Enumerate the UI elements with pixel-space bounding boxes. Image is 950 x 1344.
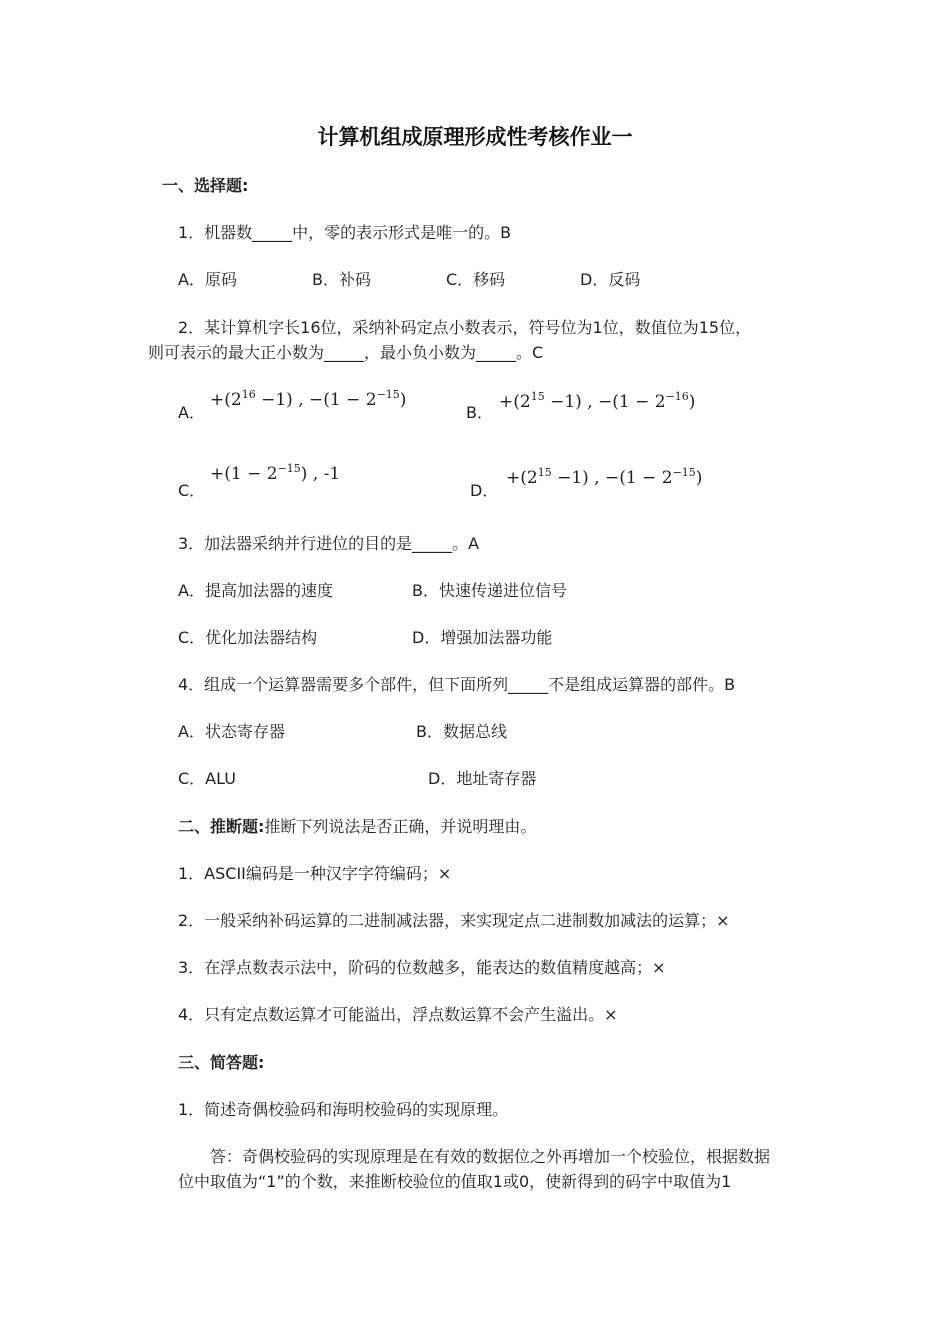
q2-option-a-label: A． [178, 403, 205, 422]
q3-option-a: A．提高加法器的速度 [178, 581, 333, 600]
q2-option-d-formula: $+(2^{15} -1)$ , $-(1 - 2^{-15})$ [506, 466, 703, 488]
question-2-stem-line-1: 2．某计算机字长16位，采纳补码定点小数表示，符号位为1位，数值位为15位， [178, 318, 752, 337]
q2-option-c-formula: $+(1 - 2^{-15})$ , -1 [210, 462, 341, 484]
q4-option-d: D．地址寄存器 [428, 769, 537, 788]
answer-line-2: 位中取值为“1”的个数，来推断校验位的值取1或0，使新得到的码字中取值为1 [178, 1172, 732, 1191]
q4-option-a: A．状态寄存器 [178, 722, 285, 741]
q2-option-a-formula: $+(2^{16} -1)$ , $-(1 - 2^{-15})$ [210, 388, 407, 410]
short-answer-question-1: 1．简述奇偶校验码和海明校验码的实现原理。 [178, 1100, 509, 1119]
answer-line-1: 答：奇偶校验码的实现原理是在有效的数据位之外再增加一个校验位，根据数据 [210, 1147, 771, 1166]
q2-option-d-label: D． [470, 481, 499, 500]
section-2-instruction: 推断下列说法是否正确，并说明理由。 [264, 817, 537, 836]
q1-option-b: B．补码 [312, 270, 371, 289]
section-3-heading: 三、简答题: [178, 1053, 265, 1072]
question-3-stem: 3．加法器采纳并行进位的目的是_____。A [178, 534, 480, 553]
q4-option-c: C．ALU [178, 769, 236, 788]
q2-option-b-formula: $+(2^{15} -1)$ , $-(1 - 2^{-16})$ [499, 390, 696, 412]
section-2-heading: 二、推断题: [178, 817, 265, 836]
question-4-stem: 4．组成一个运算器需要多个部件，但下面所列_____不是组成运算器的部件。B [178, 675, 736, 694]
document-title: 计算机组成原理形成性考核作业一 [317, 125, 633, 149]
q4-option-b: B．数据总线 [416, 722, 507, 741]
q3-option-b: B．快速传递进位信号 [412, 581, 567, 600]
q1-option-d: D．反码 [580, 270, 641, 289]
q1-option-a: A．原码 [178, 270, 237, 289]
judgement-item-3: 3．在浮点数表示法中，阶码的位数越多，能表达的数值精度越高；× [178, 958, 666, 977]
q3-option-d: D．增强加法器功能 [412, 628, 553, 647]
question-2-stem-line-2: 则可表示的最大正小数为_____，最小负小数为_____。C [148, 343, 544, 362]
q2-option-b-label: B． [466, 403, 493, 422]
q2-option-c-label: C． [178, 481, 206, 500]
q1-option-c: C．移码 [446, 270, 506, 289]
judgement-item-1: 1．ASCII编码是一种汉字字符编码；× [178, 864, 452, 883]
section-1-heading: 一、选择题: [162, 176, 249, 195]
section-2-heading-line [178, 817, 536, 837]
judgement-item-4: 4．只有定点数运算才可能溢出，浮点数运算不会产生溢出。× [178, 1005, 618, 1024]
question-1-stem: 1．机器数_____中，零的表示形式是唯一的。B [178, 223, 512, 242]
q3-option-c: C．优化加法器结构 [178, 628, 318, 647]
judgement-item-2: 2．一般采纳补码运算的二进制减法器，来实现定点二进制数加减法的运算；× [178, 911, 730, 930]
